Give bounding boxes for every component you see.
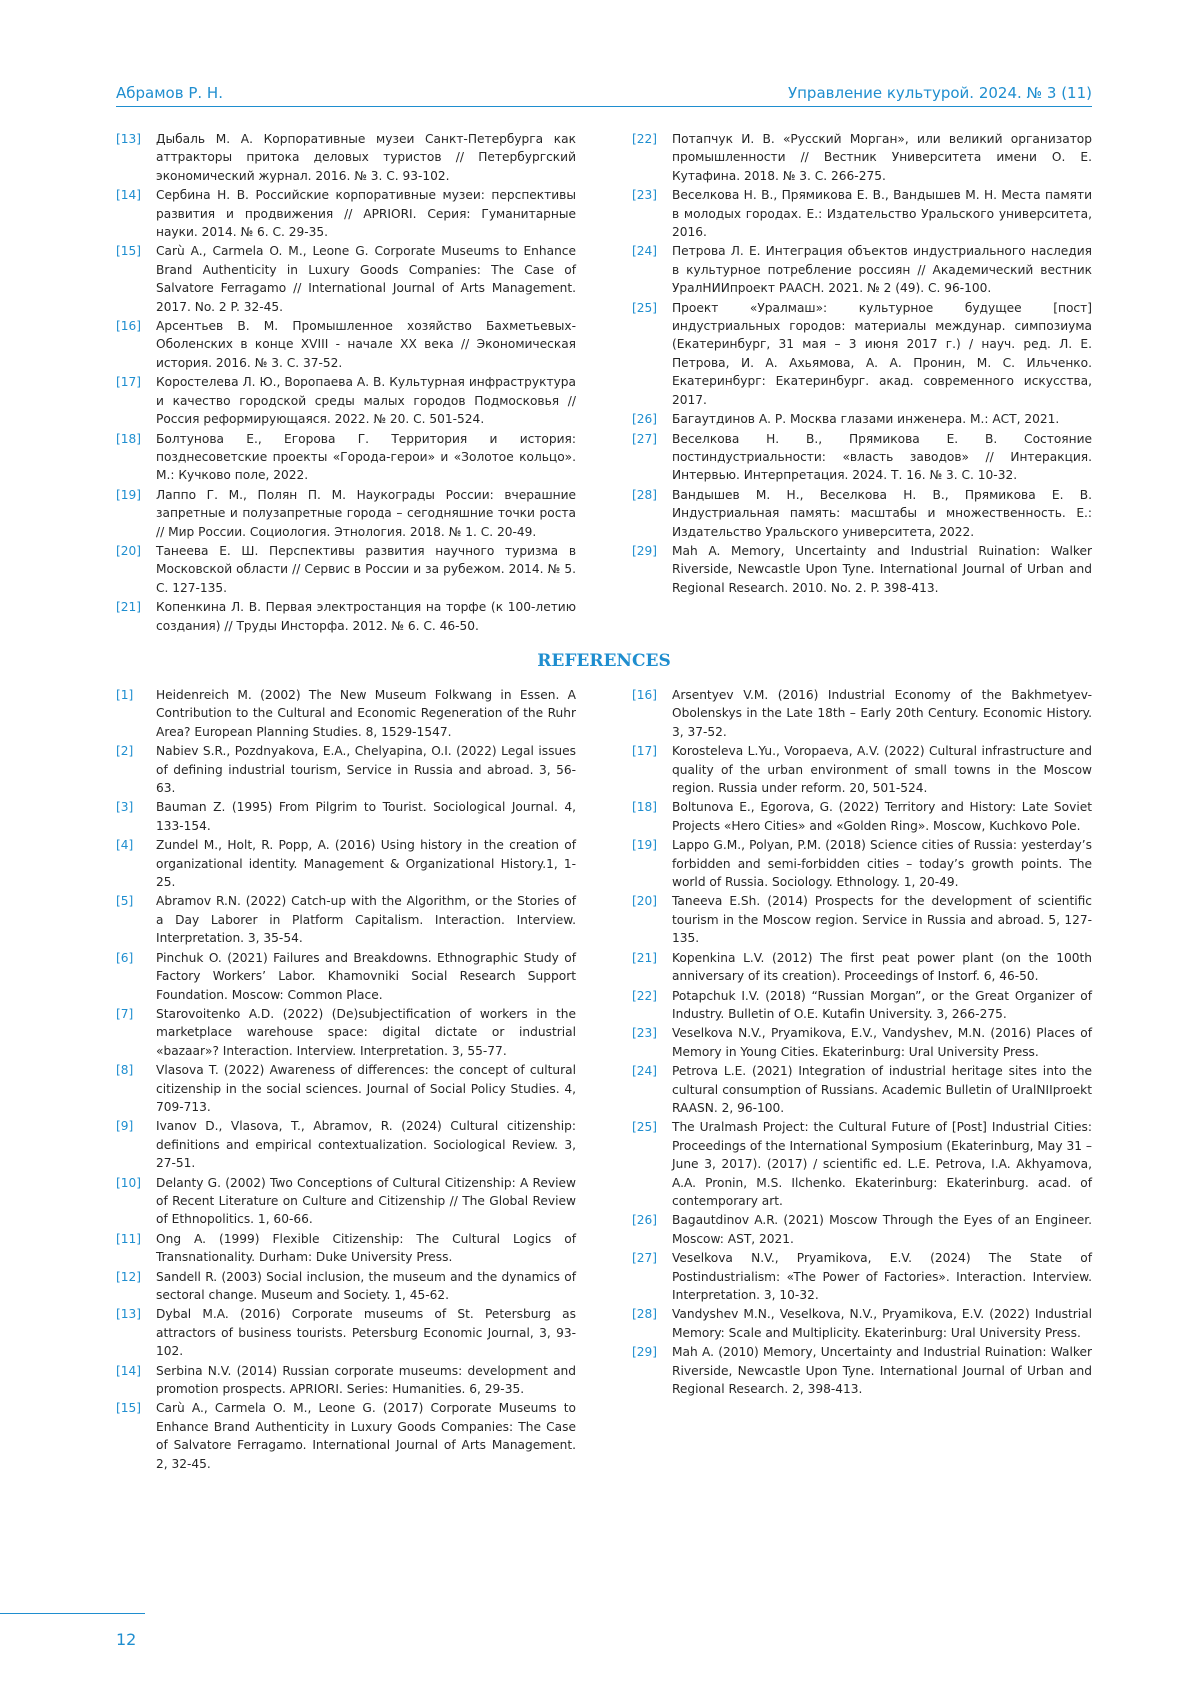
reference-text: Dybal M.A. (2016) Corporate museums of St. Petersburg as attractors of business tourists. Petersburg Economic Journal, 3, 93-102. [156, 1307, 576, 1359]
reference-number: [5] [116, 894, 134, 909]
reference-number: [29] [632, 543, 658, 558]
reference-item [116, 1268, 576, 1305]
reference-item [632, 542, 1092, 597]
reference-item [116, 686, 576, 741]
reference-number: [14] [116, 188, 142, 203]
reference-text: Sandell R. (2003) Social inclusion, the museum and the dynamics of sectoral change. Museum and Society. 1, 45-62. [156, 1269, 576, 1302]
reference-number: [15] [116, 244, 142, 259]
reference-text: Abramov R.N. (2022) Catch-up with the Algorithm, or the Stories of a Day Laborer in Platform Capitalism. Interaction. Interview. Interpretation. 3, 35-54. [156, 894, 576, 946]
reference-item [632, 242, 1092, 297]
reference-text: Ivanov D., Vlasova, T., Abramov, R. (2024) Cultural citizenship: definitions and empirical contextualization. Sociological Review. 3, 27-51. [156, 1119, 576, 1171]
reference-item [116, 430, 576, 485]
reference-text: Carù A., Carmela O. M., Leone G. Corporate Museums to Enhance Brand Authenticity in Luxury Goods Companies: The Case of Salvatore Ferragamo // International Journal of Arts Management. 2017. No. 2 P. 32-45. [156, 244, 576, 314]
page-number: 12 [116, 1630, 137, 1649]
reference-text: Delanty G. (2002) Two Conceptions of Cultural Citizenship: A Review of Recent Literature on Culture and Citizenship // The Global Review of Ethnopolitics. 1, 60-66. [156, 1175, 576, 1227]
reference-item [116, 242, 576, 316]
reference-number: [9] [116, 1119, 134, 1134]
reference-text: Веселкова Н. В., Прямикова Е. В., Вандышев М. Н. Места памяти в молодых городах. Е.: Издательство Уральского университета, 2016. [672, 188, 1092, 240]
references-heading: REFERENCES [537, 651, 671, 671]
reference-item [116, 1362, 576, 1399]
reference-item [632, 1343, 1092, 1398]
reference-text: Vlasova T. (2022) Awareness of differences: the concept of cultural citizenship in the social sciences. Journal of Social Policy Studies. 4, 709-713. [156, 1063, 576, 1114]
reference-number: [14] [116, 1363, 142, 1378]
reference-number: [6] [116, 950, 134, 965]
reference-item [632, 1062, 1092, 1117]
reference-number: [16] [632, 688, 658, 702]
reference-item [632, 486, 1092, 541]
reference-number: [8] [116, 1063, 134, 1078]
reference-item [116, 892, 576, 947]
reference-number: [15] [116, 1401, 142, 1416]
ru-references-right-column [632, 130, 1092, 636]
reference-number: [27] [632, 431, 658, 446]
reference-text: Багаутдинов А. Р. Москва глазами инженера. М.: АСТ, 2021. [672, 412, 1060, 427]
reference-number: [23] [632, 1026, 658, 1041]
reference-item [632, 130, 1092, 185]
reference-number: [24] [632, 1064, 658, 1079]
reference-item [116, 486, 576, 541]
reference-item [632, 186, 1092, 241]
reference-number: [19] [632, 838, 658, 853]
reference-text: Дыбаль М. А. Корпоративные музеи Санкт-Петербурга как аттракторы притока деловых туристов // Петербургский экономический журнал. 2016. № 3. С. 93-102. [156, 132, 576, 183]
reference-number: [3] [116, 800, 134, 815]
reference-item [632, 949, 1092, 986]
reference-text: Veselkova N.V., Pryamikova, E.V. (2024) The State of Postindustrialism: «The Power of Factories». Interaction. Interview. Interpretation. 3, 10-32. [672, 1251, 1092, 1302]
en-references-left-column [116, 686, 576, 1474]
reference-number: [7] [116, 1006, 134, 1021]
reference-item [632, 410, 1092, 428]
reference-item [116, 186, 576, 241]
reference-item [116, 1117, 576, 1172]
reference-text: Boltunova E., Egorova, G. (2022) Territory and History: Late Soviet Projects «Hero Cities» and «Golden Ring». Moscow, Kuchkovo Pole. [672, 800, 1092, 833]
english-references [116, 686, 1092, 1474]
reference-number: [28] [632, 1307, 658, 1322]
reference-item [116, 1174, 576, 1229]
reference-text: Проект «Уралмаш»: культурное будущее [пост] индустриальных городов: материалы междунар. симпозиума (Екатеринбург, 31 мая – 3 июня 2017 г.) / науч. ред. Л. Е. Петрова, И. А. Ахьямова, А. А. Пронин, М. С. Ильченко. Екатеринбург: Екатеринбург. акад. современного искусства, 2017. [672, 300, 1092, 407]
reference-number: [23] [632, 188, 658, 203]
reference-number: [24] [632, 244, 658, 259]
footer-rule [0, 1613, 145, 1614]
reference-number: [27] [632, 1251, 658, 1266]
reference-text: Potapchuk I.V. (2018) “Russian Morgan”, or the Great Organizer of Industry. Bulletin of O.E. Kutafin University. 3, 266-275. [672, 988, 1092, 1021]
reference-item [116, 836, 576, 891]
reference-number: [13] [116, 132, 142, 146]
reference-item [632, 299, 1092, 409]
reference-item [116, 1230, 576, 1267]
running-header [116, 84, 1092, 107]
reference-text: Веселкова Н. В., Прямикова Е. В. Состояние постиндустриальности: «власть заводов» // Интеракция. Интервью. Интерпретация. 2024. Т. 16. № 3. С. 10-32. [672, 431, 1092, 483]
reference-text: Vandyshev M.N., Veselkova, N.V., Pryamikova, E.V. (2022) Industrial Memory: Scale and Multiplicity. Ekaterinburg: Ural University Press. [672, 1307, 1092, 1340]
reference-text: Mah A. Memory, Uncertainty and Industrial Ruination: Walker Riverside, Newcastle Upon Tyne. International Journal of Urban and Regional Research. 2010. No. 2. P. 398-413. [672, 543, 1092, 595]
reference-text: Арсентьев В. М. Промышленное хозяйство Бахметьевых-Оболенских в конце XVIII - начале XX века // Экономическая история. 2016. № 3. С. 37-52. [156, 319, 576, 370]
reference-number: [22] [632, 132, 658, 146]
reference-text: Nabiev S.R., Pozdnyakova, E.A., Chelyapina, O.I. (2022) Legal issues of defining industrial tourism, Service in Russia and abroad. 3, 56-63. [156, 744, 576, 796]
reference-number: [28] [632, 487, 658, 502]
reference-item [116, 1399, 576, 1473]
reference-number: [20] [116, 543, 142, 558]
reference-text: Korosteleva L.Yu., Voropaeva, A.V. (2022) Cultural infrastructure and quality of the urban environment of small towns in the Moscow region. Russia under reform. 20, 501-524. [672, 744, 1092, 796]
reference-text: Сербина Н. В. Российские корпоративные музеи: перспективы развития и продвижения // APRIORI. Серия: Гуманитарные науки. 2014. № 6. С. 29-35. [156, 188, 576, 240]
reference-item [632, 686, 1092, 741]
reference-number: [25] [632, 1120, 658, 1135]
reference-text: Starovoitenko A.D. (2022) (De)subjectification of workers in the marketplace warehouse space: digital dictate or industrial «bazaar»? Interaction. Interview. Interpretation. 3, 55-77. [156, 1006, 576, 1058]
reference-text: Serbina N.V. (2014) Russian corporate museums: development and promotion prospects. APRIORI. Series: Humanities. 6, 29-35. [156, 1363, 576, 1397]
reference-number: [20] [632, 894, 658, 909]
ru-references-left-column [116, 130, 576, 636]
reference-text: Zundel M., Holt, R. Popp, A. (2016) Using history in the creation of organizational identity. Management & Organizational History.1, 1-25. [156, 838, 576, 890]
reference-number: [17] [116, 375, 142, 390]
reference-number: [12] [116, 1269, 142, 1284]
reference-number: [22] [632, 988, 658, 1003]
reference-item [632, 1118, 1092, 1210]
reference-text: Лаппо Г. М., Полян П. М. Наукограды России: вчерашние запретные и полузапретные города – сегодняшние точки роста // Мир России. Социология. Этнология. 2018. № 1. С. 20-49. [156, 487, 576, 539]
reference-text: Pinchuk O. (2021) Failures and Breakdowns. Ethnographic Study of Factory Workers’ Labor. Khamovniki Social Research Support Foundation. Moscow: Common Place. [156, 950, 576, 1002]
reference-item [116, 949, 576, 1004]
reference-text: Bauman Z. (1995) From Pilgrim to Tourist. Sociological Journal. 4, 133-154. [156, 800, 576, 833]
reference-number: [29] [632, 1345, 658, 1360]
reference-item [632, 1211, 1092, 1248]
reference-text: Taneeva E.Sh. (2014) Prospects for the development of scientific tourism in the Moscow region. Service in Russia and abroad. 5, 127-135. [672, 894, 1092, 946]
en-references-right-column [632, 686, 1092, 1474]
reference-number: [19] [116, 487, 142, 502]
reference-text: The Uralmash Project: the Cultural Future of [Post] Industrial Cities: Proceedings of the International Symposium (Ekaterinburg, May 31 – June 3, 2017). (2017) / scientific ed. L.E. Petrova, I.A. Akhyamova, A.A. Pronin, M.S. Ilchenko. Ekaterinburg: Ekaterinburg. acad. of contemporary art. [672, 1120, 1092, 1208]
reference-text: Коростелева Л. Ю., Воропаева А. В. Культурная инфраструктура и качество городской среды малых городов Подмосковья // Россия реформирующаяся. 2022. № 20. С. 501-524. [156, 375, 576, 427]
reference-text: Mah A. (2010) Memory, Uncertainty and Industrial Ruination: Walker Riverside, Newcastle Upon Tyne. International Journal of Urban and Regional Research. 2, 398-413. [672, 1345, 1092, 1397]
reference-text: Kopenkina L.V. (2012) The first peat power plant (on the 100th anniversary of its creation). Proceedings of Instorf. 6, 46-50. [672, 950, 1092, 984]
reference-number: [26] [632, 412, 658, 427]
reference-item [116, 798, 576, 835]
reference-number: [2] [116, 744, 134, 759]
reference-text: Петрова Л. Е. Интеграция объектов индустриального наследия в культурное потребление россиян // Академический вестник УралНИИпроект РААСН. 2021. № 2 (49). С. 96-100. [672, 244, 1092, 296]
reference-number: [21] [116, 600, 142, 615]
reference-item [632, 430, 1092, 485]
reference-item [116, 742, 576, 797]
reference-number: [4] [116, 838, 134, 853]
reference-number: [13] [116, 1307, 142, 1322]
reference-text: Lappo G.M., Polyan, P.M. (2018) Science cities of Russia: yesterday’s forbidden and semi-forbidden cities – today’s growth points. The world of Russia. Sociology. Ethnology. 1, 20-49. [672, 838, 1092, 890]
reference-text: Veselkova N.V., Pryamikova, E.V., Vandyshev, M.N. (2016) Places of Memory in Young Cities. Ekaterinburg: Ural University Press. [672, 1026, 1092, 1059]
reference-item [632, 798, 1092, 835]
reference-text: Petrova L.E. (2021) Integration of industrial heritage sites into the cultural consumption of Russians. Academic Bulletin of UralNIIproekt RAASN. 2, 96-100. [672, 1064, 1092, 1115]
reference-text: Вандышев М. Н., Веселкова Н. В., Прямикова Е. В. Индустриальная память: масштабы и множественность. Е.: Издательство Уральского университета, 2022. [672, 487, 1092, 539]
reference-item [632, 836, 1092, 891]
reference-number: [16] [116, 319, 142, 334]
reference-item [116, 542, 576, 597]
reference-item [632, 1305, 1092, 1342]
reference-text: Потапчук И. В. «Русский Морган», или великий организатор промышленности // Вестник Университета имени О. Е. Кутафина. 2018. № 3. С. 266-275. [672, 132, 1092, 183]
reference-item [116, 1305, 576, 1360]
reference-text: Arsentyev V.M. (2016) Industrial Economy of the Bakhmetyev-Obolenskys in the Late 18th – Early 20th Century. Economic History. 3, 37-52. [672, 688, 1092, 739]
reference-number: [1] [116, 688, 134, 702]
reference-number: [18] [116, 431, 142, 446]
reference-number: [11] [116, 1231, 142, 1246]
reference-item [632, 1249, 1092, 1304]
reference-item [116, 317, 576, 372]
reference-item [632, 987, 1092, 1024]
reference-item [116, 130, 576, 185]
reference-number: [26] [632, 1213, 658, 1228]
reference-item [116, 373, 576, 428]
reference-item [632, 1024, 1092, 1061]
reference-number: [21] [632, 950, 658, 965]
reference-number: [18] [632, 800, 658, 815]
reference-item [632, 892, 1092, 947]
header-journal: Управление культурой. 2024. № 3 (11) [787, 84, 1092, 102]
reference-number: [10] [116, 1175, 142, 1190]
reference-item [116, 1005, 576, 1060]
reference-number: [25] [632, 300, 658, 315]
reference-text: Болтунова Е., Егорова Г. Территория и история: позднесоветские проекты «Города-герои» и «Золотое кольцо». М.: Кучково поле, 2022. [156, 431, 576, 483]
reference-text: Ong A. (1999) Flexible Citizenship: The Cultural Logics of Transnationality. Durham: Duke University Press. [156, 1231, 576, 1265]
reference-text: Heidenreich M. (2002) The New Museum Folkwang in Essen. A Contribution to the Cultural and Economic Regeneration of the Ruhr Area? European Planning Studies. 8, 1529-1547. [156, 688, 576, 739]
russian-references [116, 130, 1092, 636]
reference-text: Bagautdinov A.R. (2021) Moscow Through the Eyes of an Engineer. Moscow: AST, 2021. [672, 1213, 1092, 1246]
reference-text: Carù A., Carmela O. M., Leone G. (2017) Corporate Museums to Enhance Brand Authenticity in Luxury Goods Companies: The Case of Salvatore Ferragamo. International Journal of Arts Management. 2, 32-45. [156, 1401, 576, 1471]
reference-number: [17] [632, 744, 658, 759]
header-author: Абрамов Р. Н. [116, 84, 223, 102]
reference-text: Копенкина Л. В. Первая электростанция на торфе (к 100-летию создания) // Труды Инсторфа. 2012. № 6. С. 46-50. [156, 600, 576, 633]
reference-item [116, 1061, 576, 1116]
reference-item [116, 598, 576, 635]
reference-text: Танеева Е. Ш. Перспективы развития научного туризма в Московской области // Сервис в России и за рубежом. 2014. № 5. С. 127-135. [156, 543, 576, 595]
reference-item [632, 742, 1092, 797]
